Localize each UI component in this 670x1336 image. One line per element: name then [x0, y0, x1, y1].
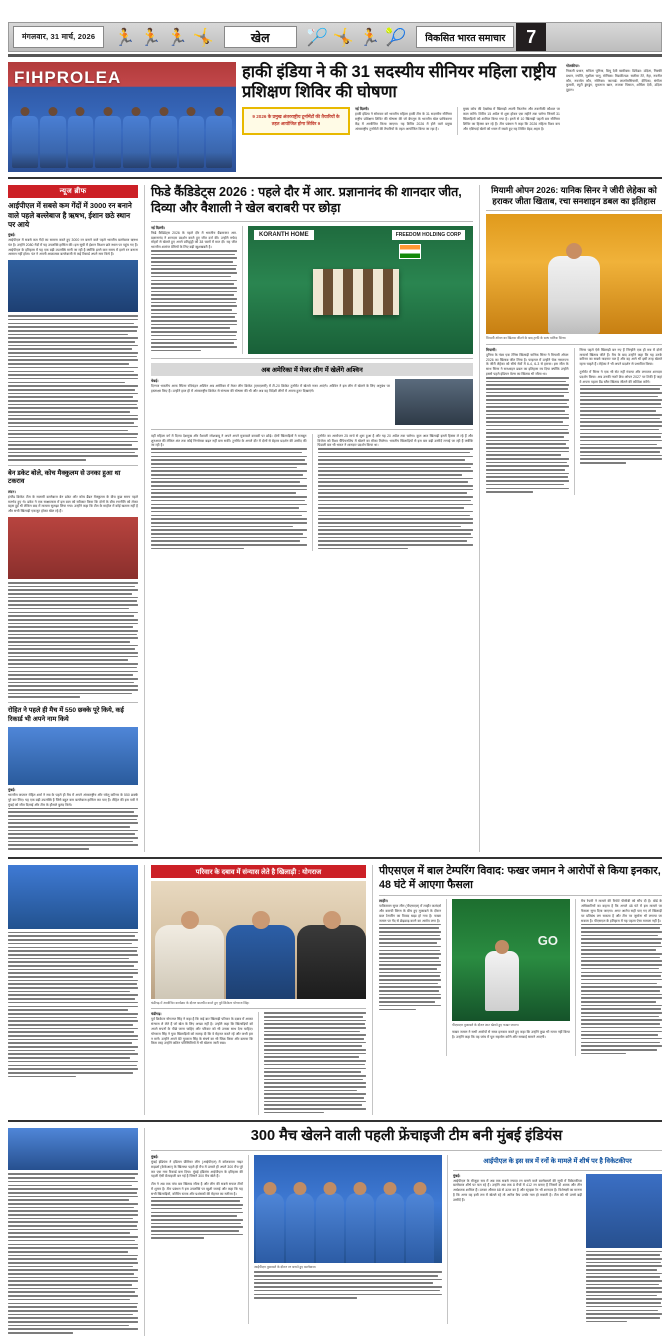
mumbai-sub-photo — [586, 1174, 662, 1248]
psl-col-3-cont — [581, 924, 662, 1055]
ashwin-photo — [395, 379, 473, 425]
chess-col-2-cont — [151, 448, 307, 549]
brief-text-1b — [8, 315, 138, 460]
chess-col-3-cont — [318, 448, 474, 549]
masthead — [8, 22, 662, 52]
yuvraj-caption: चंडीगढ़ में आयोजित कार्यक्रम के दौरान बातचीत करते हुए पूर्व क्रिकेटर योगराज सिंह। — [151, 1000, 250, 1005]
chess-col-3: टूर्नामेंट का आयोजन 25 मार्च से शुरू हुआ है और यह 20 अप्रैल तक चलेगा। कुल आठ खिलाड़ी इसमें हिस्सा ले रहे हैं और विजेता को विश्व चैंपियनशिप में खेलने का मौका मिलेगा। भारतीय खिलाड़ियों से इस बार बड़ी उम्मीदें लगाई जा रही हैं क्योंकि पिछली बार भी भारत ने शानदार प्रदर्शन किया था। — [317, 433, 473, 448]
brief-headline-1: आईपीएल में सबसे कम गेंदों में 3000 रन बनाने वाले पहले बल्लेबाज है ऋषभ, ईशान छठे स्थान पर आये — [8, 201, 132, 230]
news-brief-banner: न्यूज ब्रीफ — [8, 185, 138, 198]
psl-col-2: फखर जमान ने सभी आरोपों से साफ इनकार करते हुए कहा कि उन्होंने कुछ भी गलत नहीं किया है। उन्होंने कहा कि वह जांच में पूरा सहयोग करेंगे और सच्चाई सामने आएगी। — [452, 1029, 570, 1039]
lead-col-1: हाकी इंडिया ने सोमवार को भारतीय महिला हाकी टीम के 31 सदस्यीय सीनियर राष्ट्रीय प्रशिक्षण शिविर की घोषणा की जो बेंगलुरु के भारतीय खेल प्राधिकरण केंद्र में आयोजित किया जाएगा। यह शिविर 2026 में होने वाले प्रमुख अंतरराष्ट्रीय टूर्नामेंटों की तैयारियों के तहत आयोजित किया जा रहा है। — [355, 112, 452, 131]
chess-photo — [248, 226, 473, 354]
brief-headline-3: रोहित ने पहले ही मैच में 550 छक्के पूरे किये, कई रिकार्ड भी अपने नाम किये — [8, 706, 124, 723]
lead-squad-label: गोलकीपर: — [566, 64, 580, 68]
tennis-article — [486, 185, 662, 852]
row3-left-filler — [8, 865, 138, 1116]
mumbai-article — [151, 1128, 662, 1335]
row3-left-text — [8, 932, 138, 1077]
lead-story — [8, 62, 662, 172]
brief-dateline-2: लंदन। — [8, 489, 16, 494]
psl-photo — [452, 899, 570, 1021]
psl-caption: पीएसएल मुकाबले के दौरान शाट खेलते हुए फखर जमान। — [452, 1023, 519, 1028]
lead-col-2: मुख्य कोच की देखरेख में खिलाड़ी अपनी फिटनेस और तकनीकी कौशल पर काम करेंगे। शिविर 15 अप्रैल से शुरू होकर एक महीने तक चलेगा जिसमें 31 खिलाड़ियों को शामिल किया गया है। इनमें से 10 खिलाड़ी पहली बार सीनियर शिविर का हिस्सा बन रहे हैं। टीम प्रबंधन ने कहा कि 2026 महिला विश्व कप और एशियाई खेलों को ध्यान में रखते हुए यह शिविर बेहद अहम है। — [463, 107, 560, 131]
brief-text-2: इंग्लैंड क्रिकेट टीम के सलामी बल्लेबाज बेन डकेट और कोच ब्रैंडन मैक्कुलम के बीच कुछ समय पहले मतभेद हुए थे। डकेट ने एक साक्षात्कार में इस बात को स्वीकार किया कि दोनों के बीच रणनीति को लेकर बहस हुई थी लेकिन बाद में मामला सुलझा लिया गया। उन्होंने कहा कि टीम के माहौल में कोई खटास नहीं है और सभी खिलाड़ी एकजुट होकर खेल रहे हैं। — [8, 494, 138, 514]
newspaper-page — [0, 22, 670, 1269]
yuvraj-article — [151, 865, 366, 1116]
brief-text-3: भारतीय कप्तान रोहित शर्मा ने सत्र के पहले ही मैच में अपने अंतरराष्ट्रीय और घरेलू करियर के 550 छक्के पूरे कर लिए। यह एक बड़ी उपलब्धि है जिसे बहुत कम बल्लेबाज हासिल कर पाए हैं। रोहित की इस पारी ने मुंबई को जीत दिलाई और टीम के हौसले बुलंद किये। — [8, 793, 138, 807]
chess-banner-right: FREEDOM HOLDING CORP — [392, 230, 465, 240]
brief-photo-2 — [8, 517, 138, 579]
ashwin-text: दिग्गज भारतीय आफ स्पिनर रविचंद्रन अश्विन अब अमेरिका में मेजर लीग क्रिकेट (एमएलसी) में टी-20 क्रिकेट टूर्नामेंट में खेलते नजर आएंगे। अश्विन ने इस लीग में खेलने के लिए अनुबंध पर हस्ताक्षर किए हैं। उन्होंने हाल ही में अंतरराष्ट्रीय क्रिकेट से संन्यास की घोषणा की थी और अब वह विदेशी लीगों में अपना हुनर दिखाएंगे। — [151, 383, 390, 393]
athletics-icon: 🏃 — [114, 27, 136, 47]
tennis-col-2: सिनर पहले ऐसे खिलाड़ी बन गए हैं जिन्होंने एक ही सत्र में दोनों मास्टर्स खिताब जीते हैं। मैच के बाद उन्होंने कहा कि यह उनके करियर का सबसे यादगार पल है और वह आगे भी इसी तरह खेलते रहना चाहते हैं। लेहेका ने भी अपने प्रदर्शन से प्रभावित किया। — [579, 347, 662, 367]
lead-col-3: निकली प्रधान, सविता पूनिया, बिचू देवी खारीबम। डिफेंडर: उदिता, निक्की प्रधान, ज्योति, सुशीला चानू, मोनिका। मिडफील्डर: सलीमा टेटे, नेहा, नवनीत कौर, नवजोत कौर, सोनिका। फारवर्ड: लालरेमसियामी, दीपिका, संगीता कुमारी, ब्यूटी डुंगडुंग, मुमताज खान, रूतजा पिसाल, शर्मिला देवी, उदिता दुहान। — [566, 69, 662, 93]
chess-col-2: वहीं महिला वर्ग में दिव्या देशमुख और वैशाली रमेशबाबू ने अपने अपने मुकाबले बराबरी पर छोड़े। दोनों खिलाड़ियों ने मजबूत शुरुआत की लेकिन अंत तक कोई निर्णायक बढ़त नहीं बना सकीं। टूर्नामेंट के अगले दौर में दोनों से बेहतर प्रदर्शन की उम्मीद की जा रही है। — [151, 433, 307, 448]
lead-dateline: नई दिल्ली। — [355, 107, 369, 112]
mumbai-col-1-cont — [151, 1197, 243, 1239]
tennis-caption: मियामी ओपन का खिताब जीतने के बाद ट्राफी के साथ यानिक सिनर। — [486, 336, 567, 341]
tennis-photo — [486, 214, 662, 334]
masthead-left-icons — [108, 23, 220, 51]
row3-left-photo — [8, 865, 138, 929]
chess-dateline: नई दिल्ली। — [151, 225, 165, 230]
lead-photo-overlay-text: FIHPROLEA — [14, 68, 122, 87]
chess-headline: फिडे कैंडिडेट्स 2026 : पहले दौर में आर. प्रज्ञानानंद की शानदार जीत, दिव्या और वैशाली ने खेल बराबरी पर छोड़ा — [151, 185, 462, 215]
kabaddi-icon: 🤸 — [192, 27, 214, 47]
lead-photo — [8, 62, 236, 172]
sprinter-icon: 🏃 — [166, 27, 188, 47]
tennis-icon: 🎾 — [385, 27, 407, 47]
yuvraj-text: पूर्व क्रिकेटर योगराज सिंह ने कहा है कि कई बार खिलाड़ी परिवार के दबाव में आकर संन्यास ले लेते हैं जो खेल के लिए अच्छा नहीं है। उन्होंने कहा कि खिलाड़ियों को अपने सपनों के पीछे जाना चाहिए और परिवार को भी उनका साथ देना चाहिए। योगराज सिंह ने युवा खिलाड़ियों को सलाह दी कि वे मेहनत करते रहें और कभी हार न मानें। उन्होंने अपने बेटे युवराज सिंह के संघर्ष का भी जिक्र किया और बताया कि किस तरह उन्होंने कठिन परिस्थितियों में भी खेलना जारी रखा। — [151, 1017, 253, 1046]
india-flag-icon — [399, 244, 421, 259]
mumbai-photo-caption: आईपीएल मुकाबले के दौरान रन बनाते हुए बल्लेबाज। — [254, 1264, 317, 1269]
team-photo-players — [12, 116, 232, 168]
ashwin-dateline: चेन्नई। — [151, 378, 159, 383]
chess-col-1: फिडे कैंडिडेट्स 2026 के पहले दौर में भारतीय ग्रैंडमास्टर आर. प्रज्ञानानंद ने शानदार प्रदर्शन करते हुए जीत दर्ज की। उन्होंने सफेद मोहरों से खेलते हुए अपने प्रतिद्वंद्वी को 38 चालों में मात दी। यह जीत भारतीय शतरंज प्रेमियों के लिए बड़ी खुशखबरी है। — [151, 230, 237, 250]
mumbai-headline: 300 मैच खेलने वाली पहली फ्रेंचाइजी टीम बनी मुंबई इंडियंस — [250, 1128, 563, 1145]
page-number: 7 — [516, 23, 546, 51]
brief-text-1a: आईपीएल में सबसे कम गेंदों का सामना करते हुए 3000 रन बनाने वाले पहले भारतीय बल्लेबाज ऋषभ पंत है। उन्होंने 2080 गेंदों में यह उपलब्धि हासिल की। इस सूची में ईशान किशन छठे स्थान पर पहुंच गए हैं। आईपीएल के इतिहास में यह एक बड़ी उपलब्धि मानी जा रही है क्योंकि इतने कम समय में इतने रन बनाना आसान नहीं होता। पंत ने अपनी आक्रामक बल्लेबाजी से कई रिकार्ड अपने नाम किये हैं। — [8, 237, 139, 257]
yuvraj-text-cont — [264, 1012, 366, 1113]
ashwin-caption-headline: अब अमेरिका में मेजर लीग में खेलेंगे अश्विन — [151, 363, 473, 376]
brief-headline-2: बेन डकेट बोले, कोच मैक्कुलम से उनका हुआ था टकराव — [8, 469, 121, 486]
mumbai-sub-headline: आईपीएल के इस सत्र में रनों के मामले में शीर्ष पर है विकेटकीपर — [483, 1157, 632, 1165]
psl-dateline: लाहौर। — [379, 899, 389, 904]
brief-text-3b — [8, 808, 138, 850]
row-three — [8, 865, 662, 1116]
section-title: खेल — [224, 26, 297, 48]
psl-col-1-cont — [379, 924, 441, 1010]
badminton-icon: 🏸 — [306, 27, 328, 47]
tennis-col-1-cont — [486, 377, 569, 493]
javelin-icon: 🏃 — [358, 27, 381, 47]
mumbai-dateline: मुंबई। — [151, 1154, 159, 1159]
yuvraj-dateline: चंडीगढ़। — [151, 1012, 162, 1017]
masthead-date: मंगलवार, 31 मार्च, 2026 — [13, 26, 104, 48]
tennis-col-2-cont — [580, 385, 663, 464]
publication-name: विकसित भारत समाचार — [416, 26, 514, 48]
bottom-left-photo — [8, 1128, 138, 1170]
bottom-left-text — [8, 1173, 138, 1333]
brief-photo-3 — [8, 727, 138, 785]
yuvraj-band-headline: परिवार के दबाव में संन्यास लेते है खिलाड़ी : योगराज — [151, 865, 366, 878]
psl-col-1: पाकिस्तान सुपर लीग (पीएसएल) में लाहौर कलंदर्स और कराची किंग्स के बीच हुए मुकाबले के दौरान बाल टेम्परिंग का विवाद खड़ा हो गया है। फखर जमान पर गेंद से छेड़छाड़ करने का आरोप लगा है। — [379, 904, 441, 923]
masthead-rule — [8, 54, 662, 57]
brief-photo-1 — [8, 260, 138, 312]
masthead-right-icons — [301, 23, 413, 51]
news-brief-column — [8, 185, 138, 852]
chess-article — [151, 185, 473, 852]
psl-article — [379, 865, 662, 1116]
tennis-col-3: टूर्नामेंट में सिनर ने एक भी सेट नहीं गंवाया और लगातार शानदार प्रदर्शन किया। अब उनकी नजरें फ्रेंच ओपन 2027 पर टिकी हैं जहां वे अपना पहला ग्रैंड स्लैम खिताब जीतने की कोशिश करेंगे। — [579, 370, 662, 384]
lead-headline: हाकी इंडिया ने की 31 सदस्यीय सीनियर महिला राष्ट्रीय प्रशिक्षण शिविर की घोषणा — [242, 63, 556, 102]
bottom-section — [8, 1128, 662, 1335]
psl-batsman-figure — [485, 951, 519, 1011]
chess-col-1-cont — [151, 250, 237, 351]
mid-section — [8, 185, 662, 852]
chess-banner-left: KORANTH HOME — [254, 230, 314, 240]
brief-dateline-3: मुंबई। — [8, 788, 16, 793]
bottom-left-filler — [8, 1128, 138, 1335]
tennis-col-1: दुनिया के नंबर एक टेनिस खिलाड़ी यानिक सिनर ने मियामी ओपन 2026 का खिताब जीत लिया है। फाइनल में उन्होंने चेक गणराज्य के जीरी लेहेका को सीधे सेटों में 6-4, 6-3 से हराया। इस जीत के साथ सिनर ने सनशाइन डबल का इतिहास रच दिया क्योंकि उन्होंने इससे पहले इंडियन वेल्स का खिताब भी जीता था। — [486, 352, 569, 377]
chess-board — [313, 269, 399, 315]
tennis-player-figure — [548, 256, 600, 334]
runner-icon: 🏃 — [140, 27, 162, 47]
tennis-dateline: मियामी। — [486, 347, 497, 352]
mumbai-col-2: टीम ने अब तक पांच बार खिताब जीता है और लीग की सबसे सफल टीमों में शुमार है। टीम प्रबंधन ने इस उपलब्धि पर खुशी जताई और कहा कि यह सभी खिलाड़ियों, कोचिंग स्टाफ और प्रशंसकों की मेहनत का नतीजा है। — [151, 1182, 243, 1196]
lead-kicker-box: 9 2026 के प्रमुख अंतरराष्ट्रीय टूर्नामेंटों की तैयारियों के तहत आयोजित होगा शिविर 9 — [242, 107, 350, 135]
gymnast-icon: 🤸 — [332, 27, 354, 47]
tennis-headline: मियामी ओपन 2026: यानिक सिनर ने जीरी लेहेका को हराकर जीता खिताब, रचा सनशाइन डबल का इतिहास — [491, 185, 657, 207]
mumbai-sub-text: आईपीएल के मौजूदा सत्र में अब तक सबसे ज्यादा रन बनाने वाले बल्लेबाजों की सूची में विकेटकीपर बल्लेबाज शीर्ष पर चल रहे हैं। उन्होंने अब तक 8 मैचों में 412 रन बनाए हैं जिसमें दो शतक और तीन अर्धशतक शामिल हैं। उनका औसत 68 से ऊपर का है और स्ट्राइक रेट भी शानदार है। विशेषज्ञों का मानना है कि अगर वह इसी लय में खेलते रहे तो आरेंज कैप उनके नाम हो सकती है। टीम को भी उनसे बड़ी उम्मीदें हैं। — [453, 1178, 582, 1202]
mumbai-photo-text — [254, 1271, 442, 1298]
psl-headline: पीएसएल में बाल टेम्परिंग विवाद: फखर जमान ने आरोपों से किया इनकार, 48 घंटे में आएगा फैसला — [379, 864, 661, 891]
mumbai-sub-dateline: मुंबई। — [453, 1173, 461, 1178]
psl-col-3: मैच रेफरी ने मामले की रिपोर्ट पीसीबी को सौंप दी है। बोर्ड के अधिकारियों का कहना है कि अगले 48 घंटे में इस मामले पर फैसला सुना दिया जाएगा। अगर आरोप सही पाए गए तो खिलाड़ी पर प्रतिबंध लग सकता है और टीम पर जुर्माना भी लगाया जा सकता है। पीएसएल के इतिहास में यह पहला ऐसा मामला नहीं है। — [581, 899, 662, 923]
yuvraj-photo — [151, 881, 366, 999]
mumbai-col-1: मुंबई इंडियंस ने इंडियन प्रीमियर लीग (आईपीएल) में कोलकाता नाइट राइडर्स (केकेआर) के खिलाफ पहले ही मैच में उतरते ही अपने 300 मैच पूरे कर एक नया रिकार्ड बना दिया। मुंबई इंडियंस आईपीएल के इतिहास की पहली ऐसी फ्रेंचाइजी बन गई है जिसने 300 मैच खेले हैं। — [151, 1159, 243, 1179]
mumbai-sub-text-cont — [586, 1251, 662, 1323]
brief-text-2b — [8, 582, 138, 698]
mumbai-team-photo — [254, 1155, 442, 1263]
brief-dateline-1: मुंबई। — [8, 232, 16, 237]
psl-stadium-signage: GO — [537, 933, 558, 949]
